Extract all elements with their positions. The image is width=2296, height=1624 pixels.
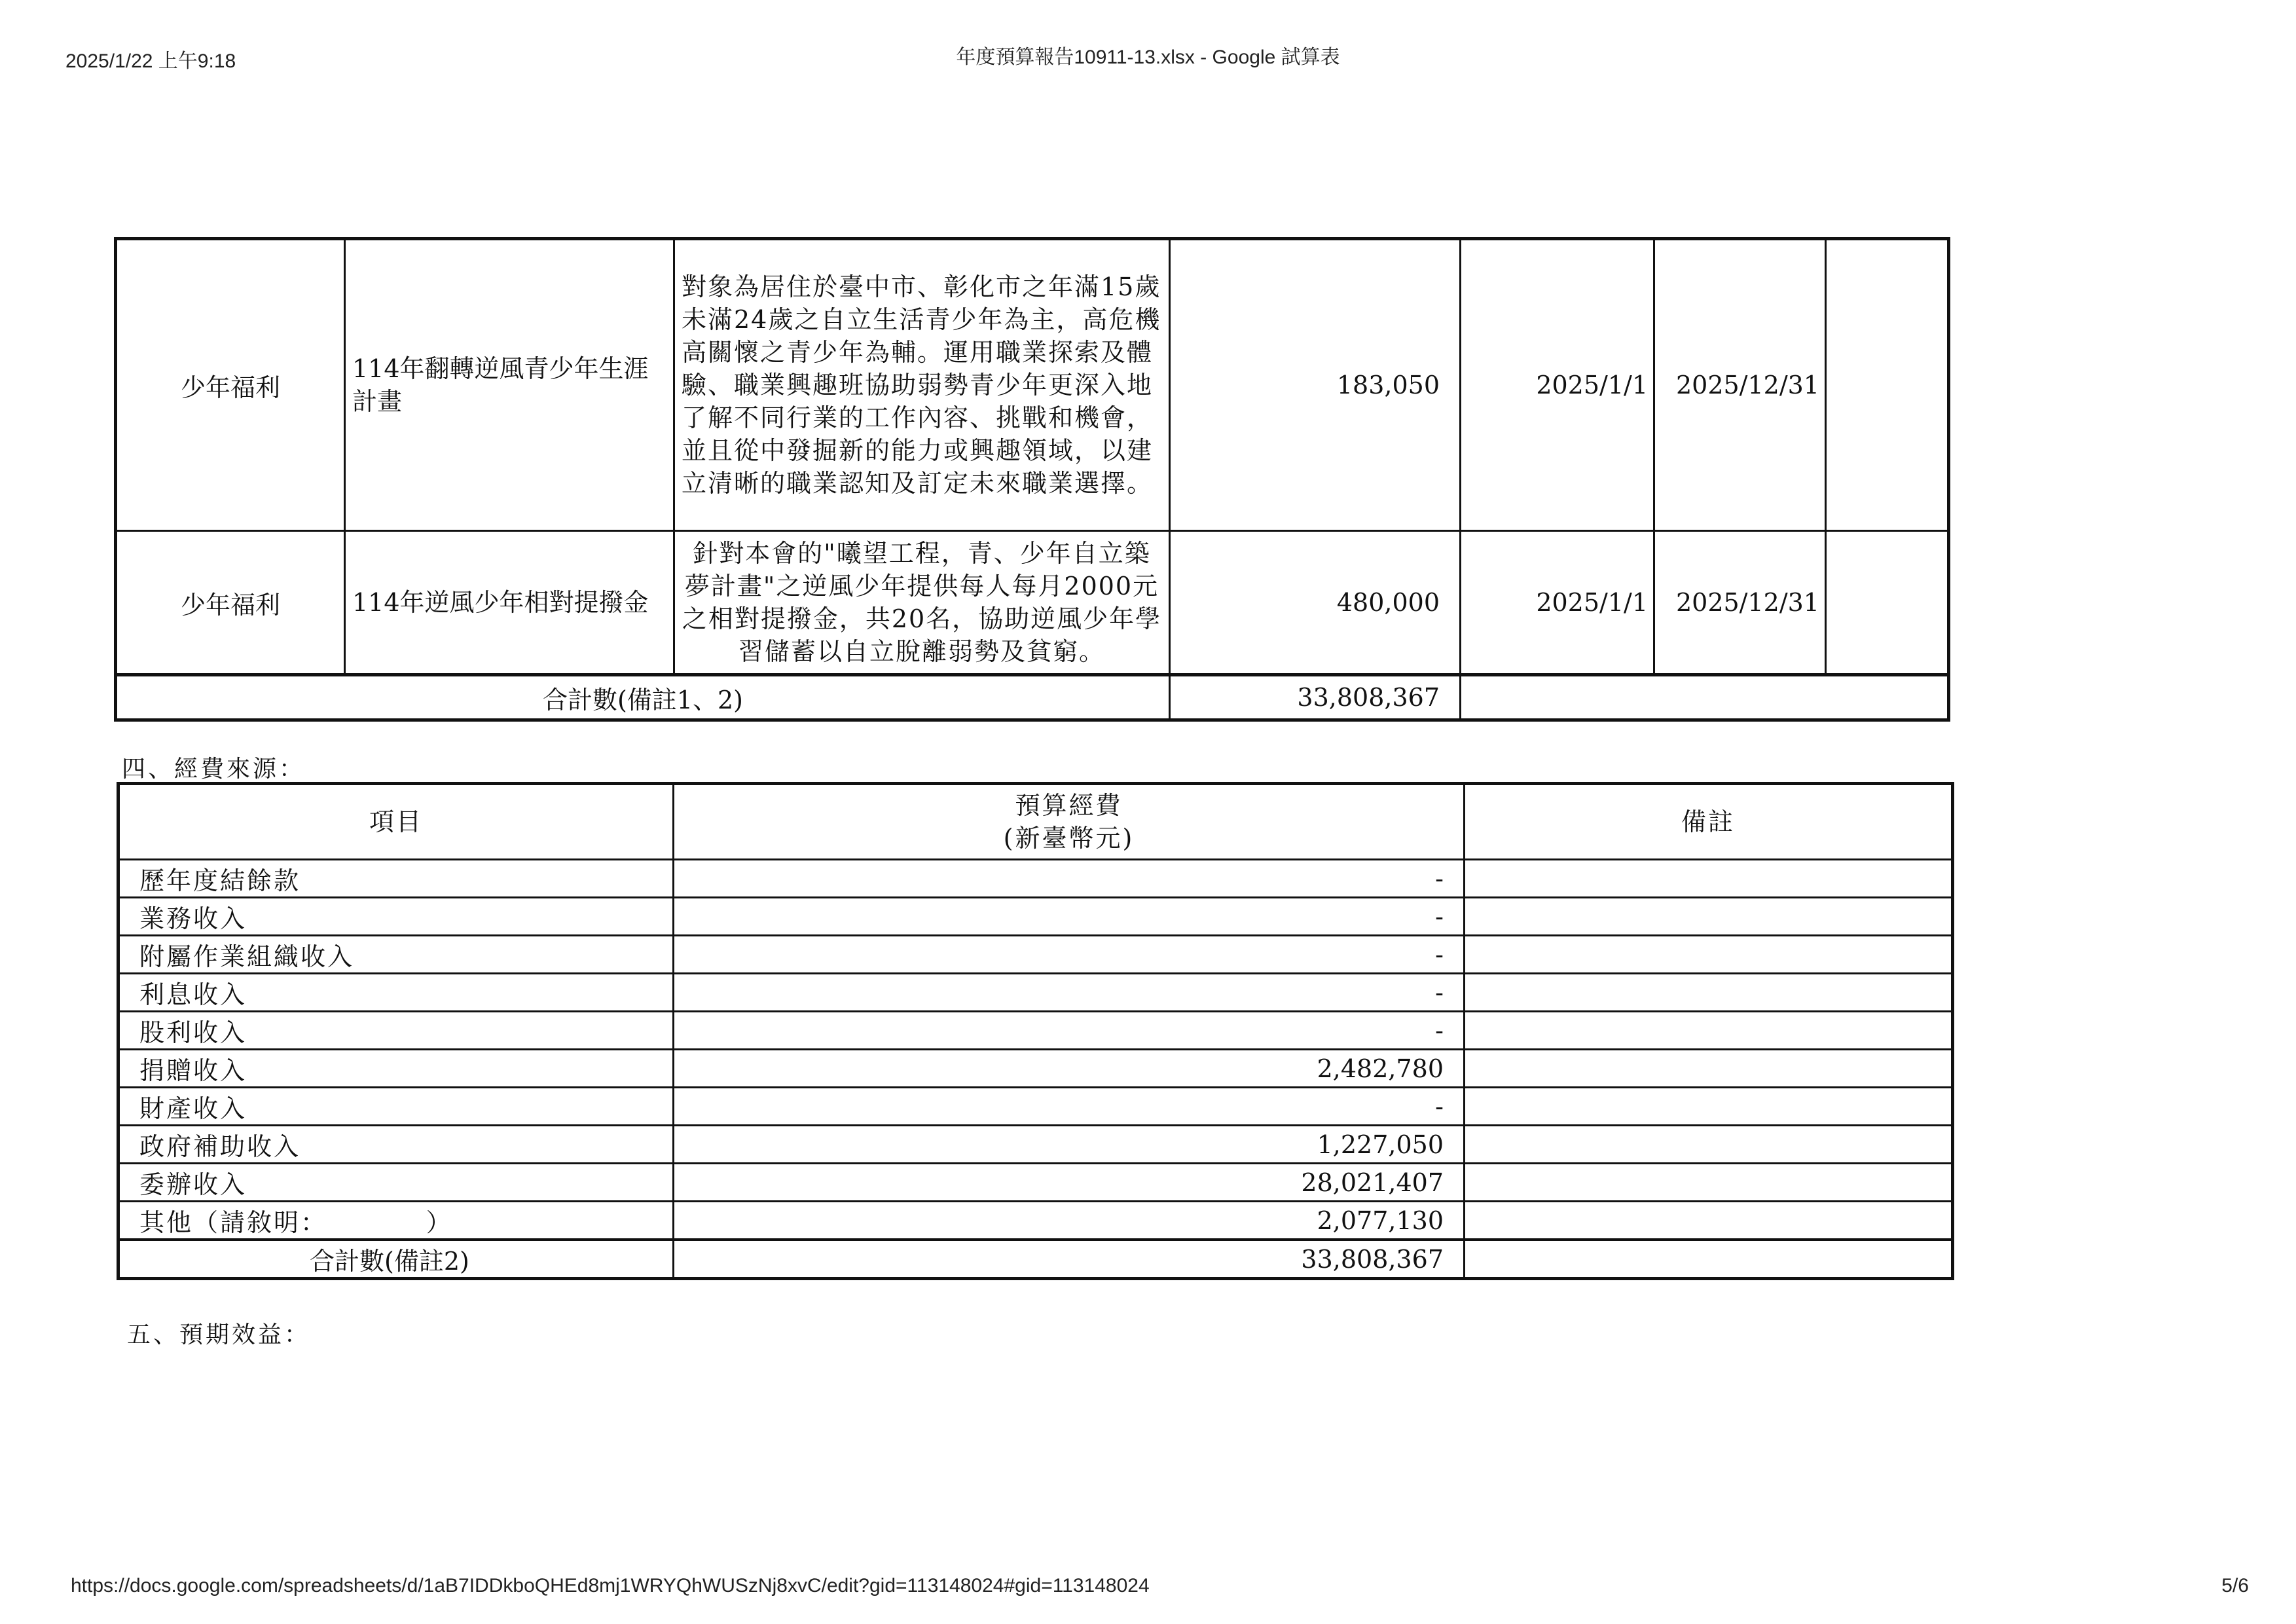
plan-name: 114年逆風少年相對提撥金 — [345, 531, 674, 675]
source-remark — [1465, 1126, 1953, 1164]
source-item: 政府補助收入 — [118, 1126, 674, 1164]
total-amount: 33,808,367 — [674, 1240, 1465, 1279]
source-remark — [1465, 936, 1953, 974]
plan-end-date: 2025/12/31 — [1654, 531, 1826, 675]
source-item: 業務收入 — [118, 898, 674, 936]
table-row — [116, 239, 1949, 531]
source-amount: 2,482,780 — [674, 1050, 1465, 1088]
source-remark — [1465, 860, 1953, 898]
source-amount: - — [674, 898, 1465, 936]
plan-end-date: 2025/12/31 — [1654, 239, 1826, 531]
source-remark — [1465, 1164, 1953, 1202]
source-item: 財產收入 — [118, 1088, 674, 1126]
header-remark: 備註 — [1465, 784, 1953, 860]
source-remark — [1465, 1202, 1953, 1240]
table-row — [118, 1050, 1953, 1088]
source-item: 捐贈收入 — [118, 1050, 674, 1088]
total-row — [118, 1240, 1953, 1279]
total-row — [116, 675, 1949, 720]
section-5-title: 五、預期效益： — [127, 1321, 311, 1348]
total-amount: 33,808,367 — [1170, 675, 1461, 720]
plan-category: 少年福利 — [116, 239, 345, 531]
source-amount: - — [674, 1088, 1465, 1126]
table-row — [118, 974, 1953, 1012]
source-item: 歷年度結餘款 — [118, 860, 674, 898]
plan-remark — [1826, 239, 1949, 531]
print-datetime: 2025/1/22 上午9:18 — [65, 50, 236, 72]
source-amount: - — [674, 936, 1465, 974]
total-remark — [1465, 1240, 1953, 1279]
plan-start-date: 2025/1/1 — [1461, 531, 1654, 675]
plan-remark — [1826, 531, 1949, 675]
document-title: 年度預算報告10911-13.xlsx - Google 試算表 — [956, 46, 1340, 68]
source-item: 委辦收入 — [118, 1164, 674, 1202]
source-amount: 28,021,407 — [674, 1164, 1465, 1202]
page-number: 5/6 — [2221, 1575, 2249, 1596]
table-row — [116, 531, 1949, 675]
plan-category: 少年福利 — [116, 531, 345, 675]
table-row — [118, 936, 1953, 974]
table-row — [118, 1164, 1953, 1202]
header-budget-line1: 預算經費 — [1015, 791, 1123, 820]
plan-description: 針對本會的"曦望工程，青、少年自立築夢計畫"之逆風少年提供每人每月2000元之相對提撥金，共20名，協助逆風少年學習儲蓄以自立脫離弱勢及貧窮。 — [674, 531, 1170, 675]
plan-amount: 183,050 — [1170, 239, 1461, 531]
header-budget — [674, 784, 1465, 860]
source-remark — [1465, 1050, 1953, 1088]
source-remark — [1465, 974, 1953, 1012]
source-amount: - — [674, 974, 1465, 1012]
source-amount: 1,227,050 — [674, 1126, 1465, 1164]
plan-description: 對象為居住於臺中市、彰化市之年滿15歲未滿24歲之自立生活青少年為主，高危機高關懷之青少年為輔。運用職業探索及體驗、職業興趣班協助弱勢青少年更深入地了解不同行業的工作內容、挑戰和機會，並且從中發掘新的能力或興趣領域，以建立清晰的職業認知及訂定未來職業選擇。 — [674, 239, 1170, 531]
source-amount: 2,077,130 — [674, 1202, 1465, 1240]
header-row — [118, 784, 1953, 860]
table-row — [118, 1126, 1953, 1164]
page-url: https://docs.google.com/spreadsheets/d/1aB7IDDkboQHEd8mj1WRYQhWUSzNj8xvC/edit?gid=113148024#gid=113148024 — [71, 1575, 1150, 1596]
plan-table — [114, 237, 1950, 722]
plan-amount: 480,000 — [1170, 531, 1461, 675]
funding-source-table — [117, 782, 1954, 1280]
source-remark — [1465, 1088, 1953, 1126]
plan-start-date: 2025/1/1 — [1461, 239, 1654, 531]
table-row — [118, 898, 1953, 936]
table-row — [118, 1202, 1953, 1240]
total-label: 合計數(備註1、2) — [116, 675, 1170, 720]
source-item: 其他（請敘明： ） — [118, 1202, 674, 1240]
source-amount: - — [674, 860, 1465, 898]
source-amount: - — [674, 1012, 1465, 1050]
plan-name: 114年翻轉逆風青少年生涯計畫 — [345, 239, 674, 531]
section-4-title: 四、經費來源： — [122, 756, 306, 783]
header-item: 項目 — [118, 784, 674, 860]
total-remark — [1461, 675, 1949, 720]
table-row — [118, 1012, 1953, 1050]
source-item: 附屬作業組織收入 — [118, 936, 674, 974]
table-row — [118, 1088, 1953, 1126]
total-label: 合計數(備註2) — [118, 1240, 674, 1279]
header-budget-line2: (新臺幣元) — [1003, 824, 1135, 853]
table-row — [118, 860, 1953, 898]
source-item: 利息收入 — [118, 974, 674, 1012]
source-remark — [1465, 1012, 1953, 1050]
source-item: 股利收入 — [118, 1012, 674, 1050]
source-remark — [1465, 898, 1953, 936]
